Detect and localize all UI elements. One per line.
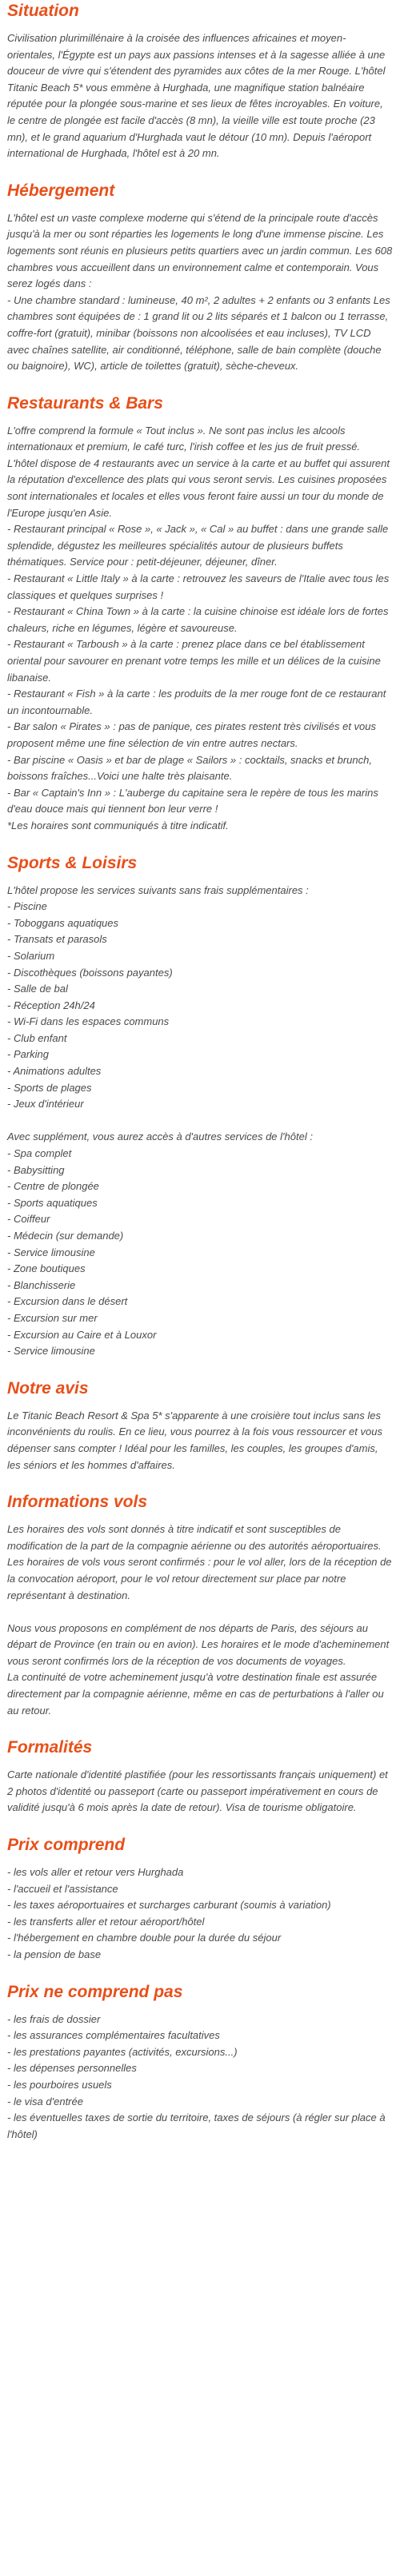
section-restaurants — [7, 393, 393, 835]
list-item: - Réception 24h/24 — [7, 999, 95, 1011]
list-item: - le visa d'entrée — [7, 2095, 83, 2107]
list-item: - les vols aller et retour vers Hurghada — [7, 1866, 184, 1879]
list-item: - les pourboires usuels — [7, 2078, 112, 2091]
list-item: - Coiffeur — [7, 1213, 50, 1226]
section-prix-comprend — [7, 1834, 393, 1964]
list-item: - Piscine — [7, 900, 47, 913]
section-title: Prix ne comprend pas — [7, 1982, 183, 2001]
list-item: - l'accueil et l'assistance — [7, 1882, 118, 1895]
section-title: Notre avis — [7, 1378, 89, 1398]
paragraph: Civilisation plurimillénaire à la croisée des influences africaines et moyen-orientales, l'Égypte est un pays aux passions intenses et à la sagesse alliée à une douceur de vivre qui s'étendent des pyramides aux côtes de la mer Rouge. L'hôtel Titanic Beach 5* vous emmène à Hurghada, une magnifique station balnéaire réputée pour la plongée sous-marine et ses lieux de fêtes incroyables. En voiture, le centre de plongée est facile d'accès (8 mn), la vieille ville est toute proche (23 mn), et le grand aquarium d'Hurghada vaut le détour (10 mn). Depuis l'aéroport international de Hurghada, l'hôtel est à 20 mn. — [7, 32, 386, 160]
section-situation — [7, 0, 393, 162]
list-item: - Restaurant « China Town » à la carte : la cuisine chinoise est idéale lors de fortes chaleurs, riche en légumes, légère et savoureuse. — [7, 605, 389, 634]
list-item: - Blanchisserie — [7, 1278, 76, 1291]
list-item: - Bar piscine « Oasis » et bar de plage « Sailors » : cocktails, snacks et brunch, boissons fraîches...Voici une halte très plaisante. — [7, 753, 372, 783]
section-title: Restaurants & Bars — [7, 393, 163, 413]
paragraph: L'offre comprend la formule « Tout inclus ». Ne sont pas inclus les alcools internationaux et premium, le café turc, l'irish coffee et les jus de fruit pressé. L'hôtel dispose de 4 restaurants avec un service à la carte et au buffet qui assurent la réputation d'excellence des plats qui vous seront servis. Les cuisines proposées sont internationales et locales et elles vous feront faire aussi un tour du monde de l'Europe jusqu'en Asie. — [7, 424, 390, 519]
list-item: - Animations adultes — [7, 1065, 102, 1078]
list-item: - les prestations payantes (activités, excursions...) — [7, 2045, 238, 2058]
list-item: - Discothèques (boissons payantes) — [7, 966, 173, 979]
paragraph: Les horaires de vols vous seront confirmés : pour le vol aller, lors de la réception de la convocation aéroport, pour le vol retour directement sur place par notre représentant à destination. — [7, 1556, 392, 1601]
paragraph: Les horaires des vols sont donnés à titre indicatif et sont susceptibles de modification de la part de la compagnie aérienne ou des autorités aéroportuaires. — [7, 1523, 382, 1552]
paragraph: Avec supplément, vous aurez accès à d'autres services de l'hôtel : — [7, 1130, 313, 1143]
list-item: - Restaurant « Fish » à la carte : les produits de la mer rouge font de ce restaurant un incontournable. — [7, 688, 386, 716]
paragraph: - Une chambre standard : lumineuse, 40 m², 2 adultes + 2 enfants ou 3 enfants Les chambres sont équipées de : 1 grand lit ou 2 lits séparés et 1 balcon ou 1 terrasse, coffre-fort (gratuit), minibar (boissons non alcoolisées et eau incluses), TV LCD avec chaînes satellite, air conditionné, téléphone, salle de bain complète (douche ou baignoire), WC), article de toilettes (gratuit), sèche-cheveux. — [7, 293, 390, 373]
list-item: - Excursion dans le désert — [7, 1295, 128, 1308]
section-formalites — [7, 1737, 393, 1816]
section-title: Situation — [7, 2, 79, 20]
list-item: - Solarium — [7, 949, 55, 962]
list-item: - Excursion au Caire et à Louxor — [7, 1328, 157, 1341]
list-item: - les transferts aller et retour aéroport/hôtel — [7, 1915, 205, 1928]
paragraph: La continuité de votre acheminement jusqu'à votre destination finale est assurée directement par la compagnie aérienne, même en cas de perturbations à l'aller ou au retour. — [7, 1671, 384, 1717]
list-item: - Spa complet — [7, 1147, 72, 1160]
list-item: - Club enfant — [7, 1031, 67, 1044]
list-item: - les frais de dossier — [7, 2012, 101, 2025]
section-title: Sports & Loisirs — [7, 853, 138, 872]
spacer — [7, 1113, 393, 1130]
list-item: - Restaurant « Little Italy » à la carte : retrouvez les saveurs de l'Italie avec tous les classiques et quelques surprises ! — [7, 572, 390, 601]
paragraph: Le Titanic Beach Resort & Spa 5* s'apparente à une croisière tout inclus sans les inconvénients du roulis. En ce lieu, vous pourrez à la fois vous ressourcer et vous dépenser sans compter ! Idéal pour les familles, les couples, les groupes d'amis, les séniors et les hommes d'affaires. — [7, 1409, 382, 1471]
list-item: - Parking — [7, 1048, 50, 1061]
section-title: Informations vols — [7, 1493, 148, 1512]
list-item: - la pension de base — [7, 1948, 102, 1960]
paragraph: Nous vous proposons en complément de nos départs de Paris, des séjours au départ de Province (en train ou en avion). Les horaires et le mode d'acheminement vous seront confirmés lors de la réception de vos documents de voyages. — [7, 1621, 390, 1667]
list-item: - Restaurant principal « Rose », « Jack », « Cal » au buffet : dans une grande salle splendide, dégustez les meilleures spécialités autour de plusieurs buffets thématiques. Service pour : petit-déjeuner, déjeuner, dîner. — [7, 523, 389, 568]
list-item: - Sports de plages — [7, 1081, 92, 1094]
section-title: Prix comprend — [7, 1836, 126, 1855]
list-item: - Salle de bal — [7, 983, 68, 995]
section-hebergement — [7, 180, 393, 375]
list-item: - Sports aquatiques — [7, 1196, 98, 1209]
paragraph: Carte nationale d'identité plastifiée (pour les ressortissants français uniquement) et 2 photos d'identité ou passeport (carte ou passeport impérativement en cours de validité jusqu'à 6 mois après la date de retour). Visa de tourisme obligatoire. — [7, 1769, 388, 1814]
spacer — [7, 1604, 393, 1621]
list-item: - Transats et parasols — [7, 933, 107, 946]
footnote: *Les horaires sont communiqués à titre indicatif. — [7, 819, 229, 831]
list-item: - Centre de plongée — [7, 1180, 99, 1193]
list-item: - les taxes aéroportuaires et surcharges carburant (soumis à variation) — [7, 1899, 331, 1912]
list-item: - Jeux d'intérieur — [7, 1098, 84, 1111]
paragraph: L'hôtel propose les services suivants sans frais supplémentaires : — [7, 883, 309, 896]
list-item: - Restaurant « Tarboush » à la carte : prenez place dans ce bel établissement oriental pour savourer en prenant votre temps les mille et un délices de la cuisine libanaise. — [7, 638, 381, 684]
list-item: - Médecin (sur demande) — [7, 1230, 124, 1242]
section-title: Hébergement — [7, 181, 115, 200]
list-item: - Wi-Fi dans les espaces communs — [7, 1015, 170, 1028]
list-item: - Toboggans aquatiques — [7, 916, 119, 929]
list-item: - Service limousine — [7, 1345, 95, 1358]
list-item: - les éventuelles taxes de sortie du territoire, taxes de séjours (à régler sur place à l'hôtel) — [7, 2111, 386, 2140]
list-item: - Service limousine — [7, 1246, 95, 1258]
paragraph: L'hôtel est un vaste complexe moderne qui s'étend de la principale route d'accès jusqu'à la mer ou sont réparties les logements le long d'une immense piscine. Les logements sont réunis en plusieurs petits quartiers avec un jardin commun. Les 608 chambres vous accueillent dans un environnement calme et contemporain. Vous serez logés dans : — [7, 211, 393, 290]
list-item: - Excursion sur mer — [7, 1311, 98, 1324]
section-avis — [7, 1378, 393, 1473]
list-item: - Bar salon « Pirates » : pas de panique, ces pirates restent très civilisés et vous proposent même une fine sélection de vin entre autres nectars. — [7, 720, 377, 749]
list-item: - Bar « Captain's Inn » : L'auberge du capitaine sera le repère de tous les marins d'eau douce mais qui tiennent bon leur verre ! — [7, 786, 378, 815]
list-item: - les dépenses personnelles — [7, 2062, 137, 2075]
section-title: Formalités — [7, 1738, 93, 1757]
section-prix-ne-comprend — [7, 1981, 393, 2143]
list-item: - les assurances complémentaires facultatives — [7, 2029, 220, 2042]
list-item: - Zone boutiques — [7, 1262, 86, 1275]
list-item: - l'hébergement en chambre double pour la durée du séjour — [7, 1932, 282, 1944]
section-sports — [7, 852, 393, 1360]
list-item: - Babysitting — [7, 1163, 65, 1176]
section-vols — [7, 1491, 393, 1719]
